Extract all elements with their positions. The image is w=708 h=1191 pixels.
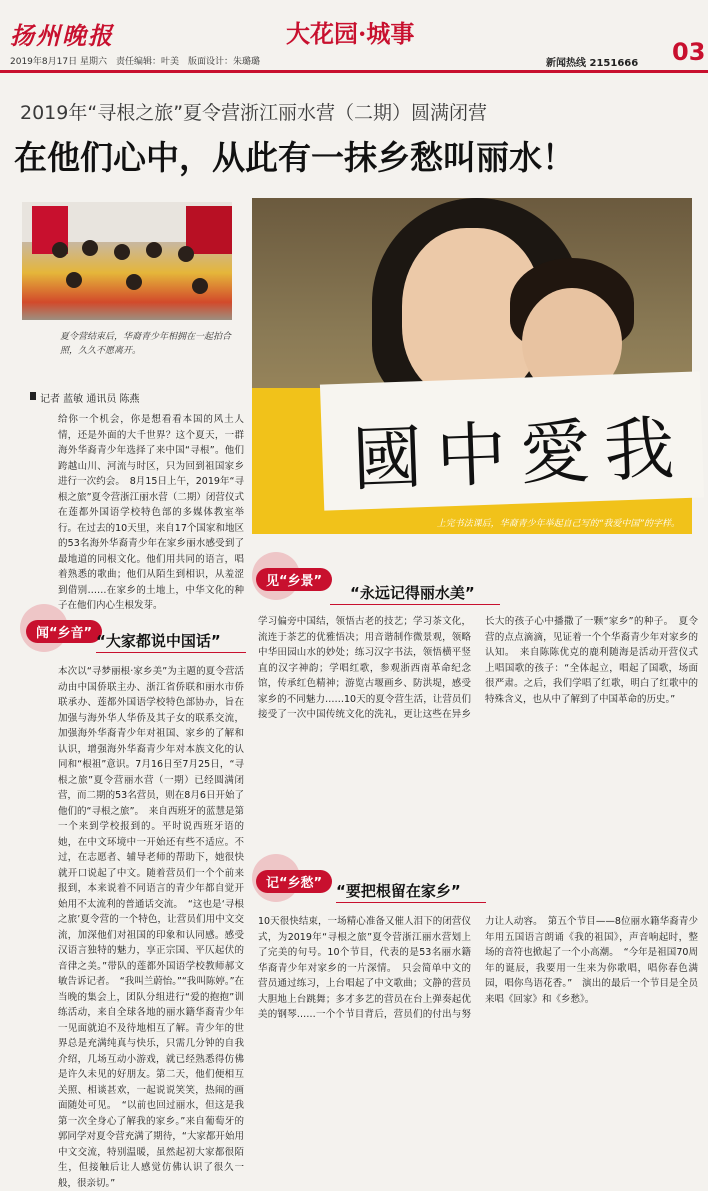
section-badge: 见“乡景” [256, 568, 332, 591]
section-heading: “永远记得丽水美” [350, 584, 475, 602]
photo-person [82, 240, 98, 256]
section-body: 学习偏旁中国结，领悟古老的技艺；学习茶文化，流连于茶艺的优雅悟决；用音谐制作微景观，领略中华田园山水的妙处；练习汉字书法，领悟横平竖直的汉字神韵；学唱红歌，参观浙西南革命纪念馆，传承红色精神；游览古堰画乡、防洪堤，感受家乡的不同魅力……10天的夏令营生活，让营员们接受了一次中国传统文化的洗礼，更让这些在异乡长大的孩子心中播撒了一颗“家乡”的种子。 夏令营的点点滴滴，见证着一个个华裔青少年对家乡的认知。 来自陈陈优克的鹿利随海是活动开营仪式上唱国歌的孩子：“全体起立，唱起了国歌，场面很严肃。之后，我们学唱了红歌，明白了红歌中的特殊含义，也从中了解到了中国革命的历史。” [258, 616, 698, 720]
news-hotline: 新闻热线 2151666 [546, 58, 639, 69]
masthead [0, 0, 708, 68]
article-headline: 在他们心中，从此有一抹乡愁叫丽水！ [14, 138, 575, 177]
section-heading: “要把根留在家乡” [336, 882, 461, 900]
photo-person [52, 242, 68, 258]
section-heading: “大家都说中国话” [96, 632, 221, 650]
group-photo-caption: 夏令营结束后，华裔青少年相拥在一起拍合照，久久不愿离开。 [60, 332, 232, 356]
photo-person [192, 278, 208, 294]
section-badge: 记“乡愁” [256, 870, 332, 893]
newspaper-logo: 扬州晚报 [10, 21, 114, 50]
photo-person [114, 244, 130, 260]
page-number: 03 [672, 38, 706, 66]
date-line: 2019年8月17日 星期六 责任编辑：叶美 版面设计：朱璐璐 [10, 57, 260, 67]
photo-person [126, 274, 142, 290]
group-photo [22, 202, 232, 320]
calligraphy-photo [252, 198, 692, 534]
section-body: 本次以“寻梦丽根·家乡美”为主题的夏令营活动由中国侨联主办、浙江省侨联和丽水市侨联承办、莲都外国语学校特色部协办，旨在加强与海外华人华侨及其子女的联系交流，加强海外华裔青少年对祖国、家乡的了解和认识，增强海外华裔青少年对本族文化的认同和“根祖”意识。7月16日至7月25日，“寻根之旅”夏令营丽水营（一期）已经圆满闭营，而二期的53名营员，则在8月6日开始了他们的“寻根之旅”。 来自西班牙的蓝慧是第一个来到学校报到的。平时说西班牙语的她，在中文环境中一开始还有些不适应。不过，在志愿者、辅导老师的帮助下，她很快就开口说起了中文。随着营员们一个个前来报到，本来说着不同语言的青少年都自觉开始用不太流利的普通话交流。 “这也是‘寻根之旅’夏令营的一个特色，让营员们用中文交流，加深他们对祖国的印象和认同感。感受汉语言独特的魅力，享正宗国、平仄起伏的音律之美。”带队的莲都外国语学校教师郝文敏告诉记者。 “我叫兰蔚怡。”“我叫陈婷。”在当晚的集会上，团队分组进行“爱的抱抱”训练活动，来自全球各地的丽水籍华裔青少年一见面就迫不及待地相互了解。青少年的世界总是充满纯真与快乐，只需几分钟的自我介绍，几场互动小游戏，就已经熟悉得仿佛是许久未见的好朋友。第二天，他们便相互关照、相谈甚欢，一起说说笑笑，热闹的画面随处可见。 “以前也回过丽水，但这是我第一次全身心了解我的家乡。”来自葡萄牙的郭同学对夏令营充满了期待，“大家都开始用中文交流，特别温暖，虽然起初大家都很陌生，但接触后让人感觉仿佛认识了很久一般，很亲切。” [58, 666, 244, 1189]
calligraphy-text: 國中愛我 [350, 407, 690, 501]
photo-banner-right [186, 206, 232, 254]
calligraphy-photo-caption: 上完书法课后，华裔青少年举起自己写的“我爱中国”的字样。 [436, 519, 680, 529]
byline-marker [30, 392, 36, 400]
section-underline [96, 652, 246, 653]
section-badge: 闻“乡音” [26, 620, 102, 643]
section-underline [330, 604, 500, 605]
section-title: 大花园·城事 [286, 19, 415, 48]
photo-person [66, 272, 82, 288]
byline: 记者 蓝敏 通讯员 陈燕 [40, 394, 140, 405]
section-body: 10天很快结束，一场精心准备又催人泪下的闭营仪式，为2019年“寻根之旅”夏令营浙江丽水营划上了完美的句号。10个节目，代表的是53名丽水籍华裔青少年对家乡的一片深情。 只会简单中文的营员通过练习，上台唱起了中文歌曲；文静的营员大胆地上台跳舞；多才多艺的营员在台上弹奏起优美的钢琴……一个个节目背后，营员们的付出与努力让人动容。 第五个节目——8位丽水籍华裔青少年用五国语言朗诵《我的祖国》，声音响起时，整场的音符也掀起了一个小高潮。 “今年是祖国70周年的诞辰，我要用一生来为你歌唱，唱你春色满园，唱你鸟语花香。” 演出的最后一个节目是全员来唱《回家》和《乡愁》。 [258, 916, 698, 1020]
section-underline [336, 902, 486, 903]
photo-person [146, 242, 162, 258]
article-intro: 给你一个机会，你是想看看本国的风土人情，还是外面的大千世界？这个夏天，一群海外华裔青少年选择了来中国“寻根”。他们跨越山川、河流与时区，只为回到祖国家乡进行一次约会。 8月15日上午，2019年“寻根之旅”夏令营浙江丽水营（二期）闭营仪式在莲都外国语学校特色部的多媒体教室举行。在过去的10天里，来自17个国家和地区的53名海外华裔青少年在家乡丽水感受到了最地道的同根文化。他们用共同的语言，唱着熟悉的歌曲；他们从陌生到相识，从羞涩到借别……在家乡的土地上，中华文化的种子在他们内心生根发芽。 [58, 414, 244, 611]
masthead-divider [0, 70, 708, 73]
article-kicker: 2019年“寻根之旅”夏令营浙江丽水营（二期）圆满闭营 [20, 102, 488, 124]
photo-person [178, 246, 194, 262]
